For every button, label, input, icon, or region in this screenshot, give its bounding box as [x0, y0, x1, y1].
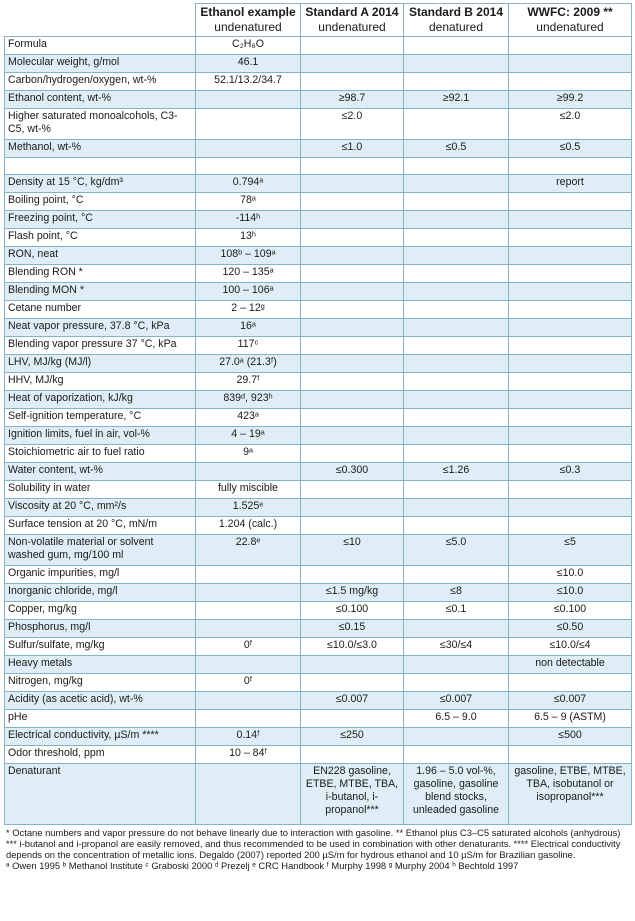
value-cell [196, 764, 301, 825]
value-cell [404, 656, 509, 674]
table-row [5, 91, 632, 109]
table-row [5, 211, 632, 229]
value-cell [509, 427, 632, 445]
value-cell [196, 656, 301, 674]
value-cell [301, 175, 404, 193]
value-cell: ≤10.0 [509, 584, 632, 602]
value-cell [196, 620, 301, 638]
value-cell [509, 37, 632, 55]
column-header [196, 4, 301, 37]
value-cell [404, 319, 509, 337]
header-row [5, 4, 632, 37]
value-cell [509, 211, 632, 229]
property-label [5, 158, 196, 175]
value-cell: ≤10.0 [509, 566, 632, 584]
value-cell: 108ᵇ – 109ᵃ [196, 247, 301, 265]
table-row [5, 584, 632, 602]
property-label: Heat of vaporization, kJ/kg [5, 391, 196, 409]
value-cell: 1.96 – 5.0 vol-%, gasoline, gasoline blend stocks, unleaded gasoline [404, 764, 509, 825]
table-row [5, 229, 632, 247]
column-subtitle: denatured [428, 20, 484, 34]
column-title: Standard B 2014 [408, 5, 504, 19]
value-cell [404, 427, 509, 445]
property-label: Molecular weight, g/mol [5, 55, 196, 73]
table-row [5, 301, 632, 319]
table-row [5, 535, 632, 566]
value-cell [301, 211, 404, 229]
value-cell [301, 73, 404, 91]
value-cell [404, 265, 509, 283]
value-cell [301, 229, 404, 247]
value-cell [404, 109, 509, 140]
property-label: Solubility in water [5, 481, 196, 499]
value-cell [404, 158, 509, 175]
table-row [5, 728, 632, 746]
table-row [5, 692, 632, 710]
value-cell: 100 – 106ᵃ [196, 283, 301, 301]
property-label: Blending MON * [5, 283, 196, 301]
value-cell: 120 – 135ᵃ [196, 265, 301, 283]
value-cell [301, 391, 404, 409]
ethanol-spec-table [4, 3, 632, 825]
value-cell [301, 656, 404, 674]
property-label: Self-ignition temperature, °C [5, 409, 196, 427]
table-row [5, 158, 632, 175]
value-cell: EN228 gasoline, ETBE, MTBE, TBA, i-butanol, i-propanol*** [301, 764, 404, 825]
value-cell: ≤5 [509, 535, 632, 566]
value-cell [509, 247, 632, 265]
value-cell [509, 283, 632, 301]
property-label: Methanol, wt-% [5, 140, 196, 158]
table-row [5, 710, 632, 728]
table-row [5, 746, 632, 764]
value-cell: ≤1.5 mg/kg [301, 584, 404, 602]
value-cell: ≤0.007 [404, 692, 509, 710]
value-cell: report [509, 175, 632, 193]
value-cell: fully miscible [196, 481, 301, 499]
value-cell [301, 746, 404, 764]
value-cell [301, 193, 404, 211]
value-cell [509, 229, 632, 247]
value-cell [301, 373, 404, 391]
value-cell: ≤2.0 [301, 109, 404, 140]
value-cell [301, 247, 404, 265]
value-cell [301, 517, 404, 535]
property-label: Boiling point, °C [5, 193, 196, 211]
property-label: Sulfur/sulfate, mg/kg [5, 638, 196, 656]
value-cell: ≤0.100 [509, 602, 632, 620]
table-row [5, 764, 632, 825]
property-label: RON, neat [5, 247, 196, 265]
value-cell: ≤10 [301, 535, 404, 566]
value-cell: ≤2.0 [509, 109, 632, 140]
value-cell: 0.794ᵃ [196, 175, 301, 193]
value-cell [301, 337, 404, 355]
property-label: Blending vapor pressure 37 °C, kPa [5, 337, 196, 355]
property-label: Acidity (as acetic acid), wt-% [5, 692, 196, 710]
value-cell [509, 319, 632, 337]
value-cell: ≤1.0 [301, 140, 404, 158]
value-cell: 16ᵃ [196, 319, 301, 337]
value-cell [196, 109, 301, 140]
table-body [5, 37, 632, 825]
property-label: HHV, MJ/kg [5, 373, 196, 391]
value-cell [509, 73, 632, 91]
table-row [5, 445, 632, 463]
value-cell [404, 746, 509, 764]
value-cell [404, 728, 509, 746]
value-cell [301, 674, 404, 692]
value-cell [404, 391, 509, 409]
table-row [5, 109, 632, 140]
value-cell: non detectable [509, 656, 632, 674]
value-cell: 22.8ᵉ [196, 535, 301, 566]
table-row [5, 73, 632, 91]
value-cell [404, 55, 509, 73]
value-cell: ≤0.100 [301, 602, 404, 620]
value-cell: 4 – 19ᵃ [196, 427, 301, 445]
value-cell [404, 283, 509, 301]
value-cell: ≥99.2 [509, 91, 632, 109]
property-label: Phosphorus, mg/l [5, 620, 196, 638]
table-row [5, 499, 632, 517]
value-cell: -114ʰ [196, 211, 301, 229]
value-cell: 78ᵃ [196, 193, 301, 211]
value-cell: C₂H₆O [196, 37, 301, 55]
value-cell [301, 55, 404, 73]
value-cell [301, 445, 404, 463]
value-cell: ≤0.5 [509, 140, 632, 158]
value-cell: 10 – 84ᶠ [196, 746, 301, 764]
value-cell [301, 355, 404, 373]
value-cell: 1.525ᵉ [196, 499, 301, 517]
value-cell [404, 409, 509, 427]
value-cell [301, 158, 404, 175]
property-label: Denaturant [5, 764, 196, 825]
value-cell [196, 584, 301, 602]
table-row [5, 463, 632, 481]
table-row [5, 427, 632, 445]
property-label: Higher saturated monoalcohols, C3-C5, wt-% [5, 109, 196, 140]
table-row [5, 517, 632, 535]
value-cell [509, 193, 632, 211]
value-cell [509, 373, 632, 391]
value-cell [196, 463, 301, 481]
value-cell [301, 409, 404, 427]
value-cell: 13ʰ [196, 229, 301, 247]
table-row [5, 319, 632, 337]
property-label: Stoichiometric air to fuel ratio [5, 445, 196, 463]
property-label: Formula [5, 37, 196, 55]
value-cell: ≤10.0/≤3.0 [301, 638, 404, 656]
value-cell: ≤0.50 [509, 620, 632, 638]
property-label: Viscosity at 20 °C, mm²/s [5, 499, 196, 517]
value-cell [404, 355, 509, 373]
value-cell [509, 337, 632, 355]
value-cell [404, 566, 509, 584]
value-cell [404, 73, 509, 91]
value-cell [404, 337, 509, 355]
column-subtitle: undenatured [318, 20, 386, 34]
footnotes [4, 825, 631, 871]
property-label: pHe [5, 710, 196, 728]
value-cell: ≤1.26 [404, 463, 509, 481]
property-label: Density at 15 °C, kg/dm³ [5, 175, 196, 193]
value-cell [404, 247, 509, 265]
value-cell [509, 55, 632, 73]
value-cell: ≤0.007 [301, 692, 404, 710]
value-cell [404, 481, 509, 499]
value-cell: 52.1/13.2/34.7 [196, 73, 301, 91]
footnote-text: * Octane numbers and vapor pressure do not behave linearly due to interaction with gasoline. ** Ethanol plus C3–C5 saturated alcohols (anhydrous) *** i-butanol and i-propanol are easily removed, and thus recommended to be used in combination with other denaturants. **** Electrical conductivity depends on the concentration of metallic ions. Degaldo (2007) reported 200 µS/m for hydrous ethanol and 10 µS/m for Brazilian gasoline. [6, 827, 621, 860]
property-label: Ignition limits, fuel in air, vol-% [5, 427, 196, 445]
value-cell: 46.1 [196, 55, 301, 73]
value-cell [404, 301, 509, 319]
column-subtitle: undenatured [536, 20, 604, 34]
spec-page [4, 3, 631, 871]
table-row [5, 481, 632, 499]
property-label: Flash point, °C [5, 229, 196, 247]
value-cell [509, 517, 632, 535]
property-label: Odor threshold, ppm [5, 746, 196, 764]
value-cell: 0ᶠ [196, 638, 301, 656]
value-cell [196, 140, 301, 158]
value-cell [509, 391, 632, 409]
value-cell [301, 427, 404, 445]
value-cell: 6.5 – 9.0 [404, 710, 509, 728]
value-cell: ≤500 [509, 728, 632, 746]
property-label: Electrical conductivity, µS/m **** [5, 728, 196, 746]
value-cell: ≥92.1 [404, 91, 509, 109]
value-cell [196, 91, 301, 109]
value-cell [196, 710, 301, 728]
value-cell: 0.14ᶠ [196, 728, 301, 746]
column-header [509, 4, 632, 37]
property-label: Neat vapor pressure, 37.8 °C, kPa [5, 319, 196, 337]
value-cell: ≤0.007 [509, 692, 632, 710]
table-row [5, 265, 632, 283]
table-row [5, 140, 632, 158]
table-row [5, 656, 632, 674]
value-cell [509, 158, 632, 175]
value-cell [404, 175, 509, 193]
property-label: Water content, wt-% [5, 463, 196, 481]
value-cell: ≤5.0 [404, 535, 509, 566]
value-cell [196, 566, 301, 584]
value-cell: 1.204 (calc.) [196, 517, 301, 535]
value-cell [301, 566, 404, 584]
property-label: Freezing point, °C [5, 211, 196, 229]
table-row [5, 373, 632, 391]
value-cell: 839ᵈ, 923ʰ [196, 391, 301, 409]
value-cell [196, 692, 301, 710]
value-cell [301, 481, 404, 499]
value-cell [509, 409, 632, 427]
property-label: Carbon/hydrogen/oxygen, wt-% [5, 73, 196, 91]
property-label: Non-volatile material or solvent washed gum, mg/100 ml [5, 535, 196, 566]
value-cell [509, 355, 632, 373]
value-cell: ≤0.300 [301, 463, 404, 481]
value-cell: 2 – 12ᵍ [196, 301, 301, 319]
property-label: Organic impurities, mg/l [5, 566, 196, 584]
table-row [5, 175, 632, 193]
table-row [5, 55, 632, 73]
value-cell: ≥98.7 [301, 91, 404, 109]
value-cell: 0ᶠ [196, 674, 301, 692]
value-cell [509, 301, 632, 319]
column-header [301, 4, 404, 37]
value-cell [509, 481, 632, 499]
value-cell: 6.5 – 9 (ASTM) [509, 710, 632, 728]
column-subtitle: undenatured [214, 20, 282, 34]
value-cell [404, 37, 509, 55]
value-cell [404, 229, 509, 247]
value-cell [404, 517, 509, 535]
footnote-references: ᵃ Owen 1995 ᵇ Methanol Institute ᶜ Graboski 2000 ᵈ Prezelj ᵉ CRC Handbook ᶠ Murphy 1998 ᵍ Murphy 2004 ʰ Bechtold 1997 [6, 860, 519, 871]
value-cell: 27.0ᵃ (21.3ᶠ) [196, 355, 301, 373]
table-row [5, 638, 632, 656]
value-cell: ≤8 [404, 584, 509, 602]
value-cell: ≤250 [301, 728, 404, 746]
value-cell [404, 373, 509, 391]
value-cell: 117ᶜ [196, 337, 301, 355]
table-row [5, 602, 632, 620]
value-cell [196, 158, 301, 175]
table-row [5, 247, 632, 265]
property-label: Inorganic chloride, mg/l [5, 584, 196, 602]
value-cell [404, 674, 509, 692]
column-header [404, 4, 509, 37]
property-label: Ethanol content, wt-% [5, 91, 196, 109]
value-cell: gasoline, ETBE, MTBE, TBA, isobutanol or isopropanol*** [509, 764, 632, 825]
value-cell [404, 193, 509, 211]
value-cell: 29.7ᶠ [196, 373, 301, 391]
value-cell [301, 319, 404, 337]
value-cell [404, 211, 509, 229]
value-cell: ≤30/≤4 [404, 638, 509, 656]
property-label: LHV, MJ/kg (MJ/l) [5, 355, 196, 373]
value-cell [509, 265, 632, 283]
property-label: Blending RON * [5, 265, 196, 283]
table-row [5, 566, 632, 584]
value-cell [509, 746, 632, 764]
column-title: WWFC: 2009 ** [527, 5, 613, 19]
value-cell [301, 499, 404, 517]
table-row [5, 283, 632, 301]
property-label: Cetane number [5, 301, 196, 319]
column-title: Standard A 2014 [305, 5, 399, 19]
value-cell [301, 265, 404, 283]
value-cell [509, 674, 632, 692]
value-cell: 423ᵃ [196, 409, 301, 427]
table-row [5, 409, 632, 427]
value-cell [301, 283, 404, 301]
table-row [5, 674, 632, 692]
value-cell: ≤0.15 [301, 620, 404, 638]
table-row [5, 391, 632, 409]
column-title: Ethanol example [200, 5, 296, 19]
header-blank [5, 4, 196, 37]
value-cell [196, 602, 301, 620]
value-cell: 9ᵃ [196, 445, 301, 463]
value-cell [301, 301, 404, 319]
value-cell [404, 499, 509, 517]
table-row [5, 355, 632, 373]
property-label: Heavy metals [5, 656, 196, 674]
value-cell: ≤10.0/≤4 [509, 638, 632, 656]
value-cell [301, 710, 404, 728]
value-cell [404, 620, 509, 638]
property-label: Nitrogen, mg/kg [5, 674, 196, 692]
property-label: Copper, mg/kg [5, 602, 196, 620]
table-row [5, 337, 632, 355]
value-cell [509, 499, 632, 517]
table-row [5, 620, 632, 638]
table-row [5, 193, 632, 211]
property-label: Surface tension at 20 °C, mN/m [5, 517, 196, 535]
value-cell [301, 37, 404, 55]
value-cell: ≤0.1 [404, 602, 509, 620]
value-cell [404, 445, 509, 463]
value-cell: ≤0.3 [509, 463, 632, 481]
table-row [5, 37, 632, 55]
value-cell: ≤0.5 [404, 140, 509, 158]
value-cell [509, 445, 632, 463]
